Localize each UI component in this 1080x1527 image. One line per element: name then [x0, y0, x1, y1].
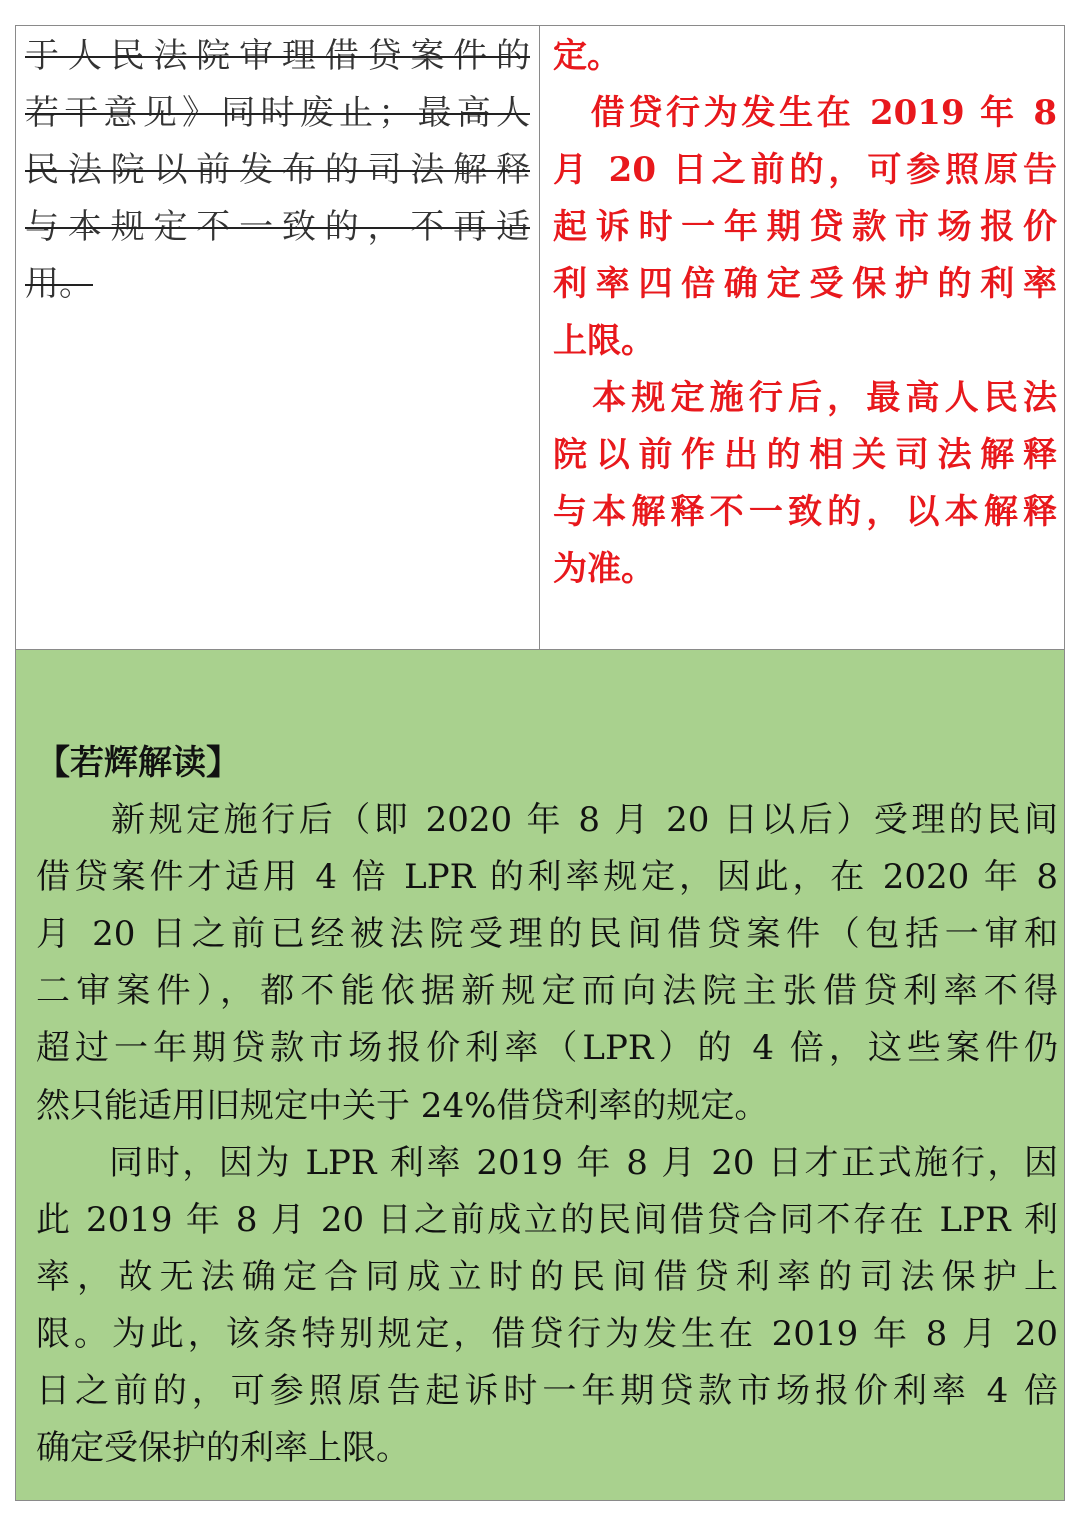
deleted-text-line: 于人民法院审理借贷案件的: [25, 36, 530, 76]
interpretation-line: 确定受保护的利率上限。: [36, 1428, 410, 1469]
old-provision-cell: [16, 26, 540, 649]
added-text-line: 上限。: [553, 321, 655, 361]
added-text-line: 起诉时一年期贷款市场报价: [553, 207, 1057, 247]
interpretation-row: [16, 650, 1064, 1500]
interpretation-line: 二审案件），都不能依据新规定而向法院主张借贷利率不得: [36, 971, 1058, 1012]
deleted-text-line: 若干意见》同时废止；最高人: [25, 93, 530, 133]
comparison-table: [15, 25, 1065, 1501]
interpretation-line: 超过一年期贷款市场报价利率（LPR）的 4 倍，这些案件仍: [36, 1028, 1058, 1069]
new-provision-cell: [540, 26, 1064, 649]
deleted-text-line: 民法院以前发布的司法解释: [25, 150, 530, 190]
interpretation-line: 日之前的，可参照原告起诉时一年期贷款市场报价利率 4 倍: [36, 1371, 1058, 1412]
interpretation-line: 新规定施行后（即 2020 年 8 月 20 日以后）受理的民间: [36, 800, 1058, 841]
added-text-line: 本规定施行后，最高人民法: [553, 378, 1057, 418]
interpretation-line: 借贷案件才适用 4 倍 LPR 的利率规定，因此，在 2020 年 8: [36, 857, 1058, 898]
added-text-line: 定。: [553, 36, 621, 76]
added-text-line: 为准。: [553, 549, 655, 589]
interpretation-line: 月 20 日之前已经被法院受理的民间借贷案件（包括一审和: [36, 914, 1058, 955]
interpretation-line: 限。为此，该条特别规定，借贷行为发生在 2019 年 8 月 20: [36, 1313, 1058, 1354]
added-text-block: [553, 28, 1057, 598]
interpretation-text-block: [36, 735, 1058, 1477]
interpretation-heading: 【若辉解读】: [36, 743, 240, 783]
added-text-line: 借贷行为发生在 2019 年 8: [553, 93, 1057, 133]
added-text-line: 月 20 日之前的，可参照原告: [553, 150, 1057, 190]
added-text-line: 与本解释不一致的，以本解释: [553, 492, 1057, 532]
deleted-text-line: 用。: [25, 264, 93, 304]
deleted-text-line: 与本规定不一致的，不再适: [25, 207, 530, 247]
added-text-line: 院以前作出的相关司法解释: [553, 435, 1057, 475]
deleted-text-block: [25, 28, 530, 313]
interpretation-line: 然只能适用旧规定中关于 24%借贷利率的规定。: [36, 1085, 769, 1126]
interpretation-line: 率，故无法确定合同成立时的民间借贷利率的司法保护上: [36, 1256, 1058, 1297]
interpretation-line: 同时，因为 LPR 利率 2019 年 8 月 20 日才正式施行，因: [36, 1142, 1058, 1183]
added-text-line: 利率四倍确定受保护的利率: [553, 264, 1057, 304]
article-row: [16, 26, 1064, 650]
interpretation-line: 此 2019 年 8 月 20 日之前成立的民间借贷合同不存在 LPR 利: [36, 1199, 1058, 1240]
